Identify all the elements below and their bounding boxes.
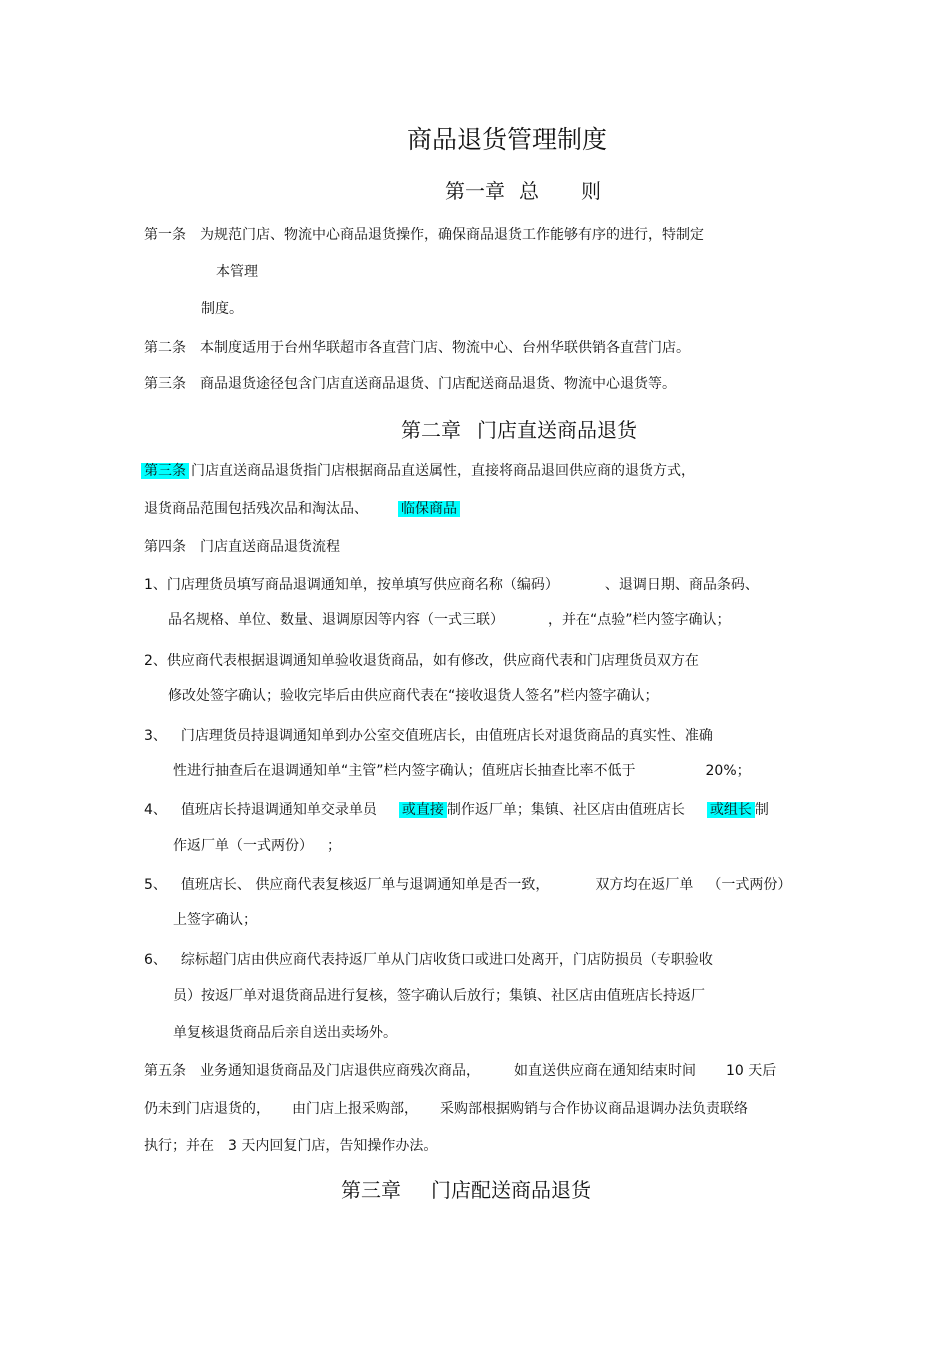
highlighted-text: 临保商品 <box>398 501 460 517</box>
article-text: 由门店上报采购部， <box>292 1101 418 1117</box>
step-5-line <box>144 875 791 895</box>
chapter-2-title: 门店直送商品退货 <box>477 418 637 442</box>
step-5-line: 上签字确认； <box>173 912 257 928</box>
article-text: 为规范门店、物流中心商品退货操作，确保商品退货工作能够有序的进行，特制定 <box>200 227 704 243</box>
chapter-1-number: 第一章 <box>445 179 505 203</box>
step-text: 双方均在返厂单 <box>595 877 694 893</box>
step-number: 3、 <box>144 728 167 744</box>
article-text: 如直送供应商在通知结束时间 <box>514 1063 696 1079</box>
step-2-line: 修改处签字确认；验收完毕后由供应商代表在“接收退货人签名”栏内签字确认； <box>168 688 659 704</box>
step-6-line: 单复核退货商品后亲自送出卖场外。 <box>173 1025 397 1041</box>
step-4-line <box>144 800 769 820</box>
chapter-1-heading <box>445 177 601 205</box>
step-4-line <box>173 836 341 856</box>
article-label: 第五条 <box>144 1063 186 1079</box>
chapter-1-title-part: 总 <box>519 179 539 203</box>
article-text: 退货商品范围包括残次品和淘汰品、 <box>144 501 368 517</box>
step-text: 20%； <box>705 763 751 779</box>
article-label: 第四条 <box>144 539 186 555</box>
chapter-3-title: 门店配送商品退货 <box>431 1178 591 1202</box>
article-label: 第二条 <box>144 340 186 356</box>
article-text: 商品退货途径包含门店直送商品退货、门店配送商品退货、物流中心退货等。 <box>200 376 676 392</box>
step-text: 性进行抽查后在退调通知单“主管”栏内签字确认；值班店长抽查比率不低于 <box>173 763 636 779</box>
article-text: 门店直送商品退货流程 <box>200 539 340 555</box>
document-title: 商品退货管理制度 <box>407 125 608 154</box>
step-number: 5、 <box>144 877 167 893</box>
chapter-1-title-part: 则 <box>581 179 601 203</box>
step-1-line <box>168 610 731 630</box>
step-number: 4、 <box>144 802 167 818</box>
step-6-line: 员）按返厂单对退货商品进行复核，签字确认后放行；集镇、社区店由值班店长持返厂 <box>173 988 705 1004</box>
step-text: 作返厂单（一式两份） <box>173 838 313 854</box>
article-3-line <box>144 374 676 394</box>
step-text: 制 <box>754 802 769 818</box>
chapter-3-number: 第三章 <box>341 1178 401 1202</box>
chapter-2-heading <box>401 416 637 444</box>
article-text: 门店直送商品退货指门店根据商品直送属性，直接将商品退回供应商的退货方式， <box>191 463 695 479</box>
step-2-line: 2、供应商代表根据退调通知单验收退货商品，如有修改，供应商代表和门店理货员双方在 <box>144 653 699 669</box>
article-5-line <box>144 1099 748 1119</box>
step-3-line <box>173 761 751 781</box>
step-number: 6、 <box>144 952 167 968</box>
article-text: 业务通知退货商品及门店退供应商残次商品， <box>200 1063 480 1079</box>
article-text: 仍未到门店退货的， <box>144 1101 270 1117</box>
step-text: 1、门店理货员填写商品退调通知单，按单填写供应商名称（编码） <box>144 577 559 593</box>
article-1-line <box>144 225 704 245</box>
step-6-line <box>144 950 713 970</box>
step-text: 综标超门店由供应商代表持返厂单从门店收货口或进口处离开，门店防损员（专职验收 <box>180 952 713 968</box>
article-label: 第三条 <box>144 376 186 392</box>
highlighted-text: 或组长 <box>707 802 755 818</box>
step-text: 制作返厂单；集镇、社区店由值班店长 <box>446 802 685 818</box>
highlighted-article-label: 第三条 <box>141 463 189 479</box>
article-1-line: 制度。 <box>201 301 243 317</box>
step-text: （一式两份） <box>707 877 792 893</box>
article-text: 执行；并在 <box>144 1138 214 1154</box>
step-text: 品名规格、单位、数量、退调原因等内容（一式三联） <box>168 612 504 628</box>
step-text: ，并在“点验”栏内签字确认； <box>548 612 731 628</box>
article-text: 本制度适用于台州华联超市各直营门店、物流中心、台州华联供销各直营门店。 <box>200 340 690 356</box>
article-text: 3 天内回复门店，告知操作办法。 <box>228 1138 438 1154</box>
article-text: 采购部根据购销与合作协议商品退调办法负责联络 <box>440 1101 748 1117</box>
step-text: 值班店长持退调通知单交录单员 <box>180 802 377 818</box>
step-text: 门店理货员持退调通知单到办公室交值班店长，由值班店长对退货商品的真实性、准确 <box>180 728 713 744</box>
chapter-2-number: 第二章 <box>401 418 461 442</box>
step-text: 、退调日期、商品条码、 <box>604 577 759 593</box>
chapter-3-heading <box>341 1176 591 1204</box>
ch2-article-3-line <box>141 461 695 481</box>
highlighted-text: 或直接 <box>399 802 447 818</box>
article-label: 第一条 <box>144 227 186 243</box>
ch2-article-3-line <box>144 499 460 519</box>
step-text: 值班店长、 供应商代表复核返厂单与退调通知单是否一致， <box>180 877 550 893</box>
article-5-line <box>144 1061 776 1081</box>
step-3-line <box>144 726 713 746</box>
step-text: ； <box>327 838 341 854</box>
step-1-line <box>144 575 759 595</box>
article-5-line <box>144 1136 437 1156</box>
ch2-article-4-line <box>144 537 340 557</box>
article-2-line <box>144 338 690 358</box>
article-text: 10 天后 <box>726 1063 777 1079</box>
article-1-line: 本管理 <box>216 264 258 280</box>
